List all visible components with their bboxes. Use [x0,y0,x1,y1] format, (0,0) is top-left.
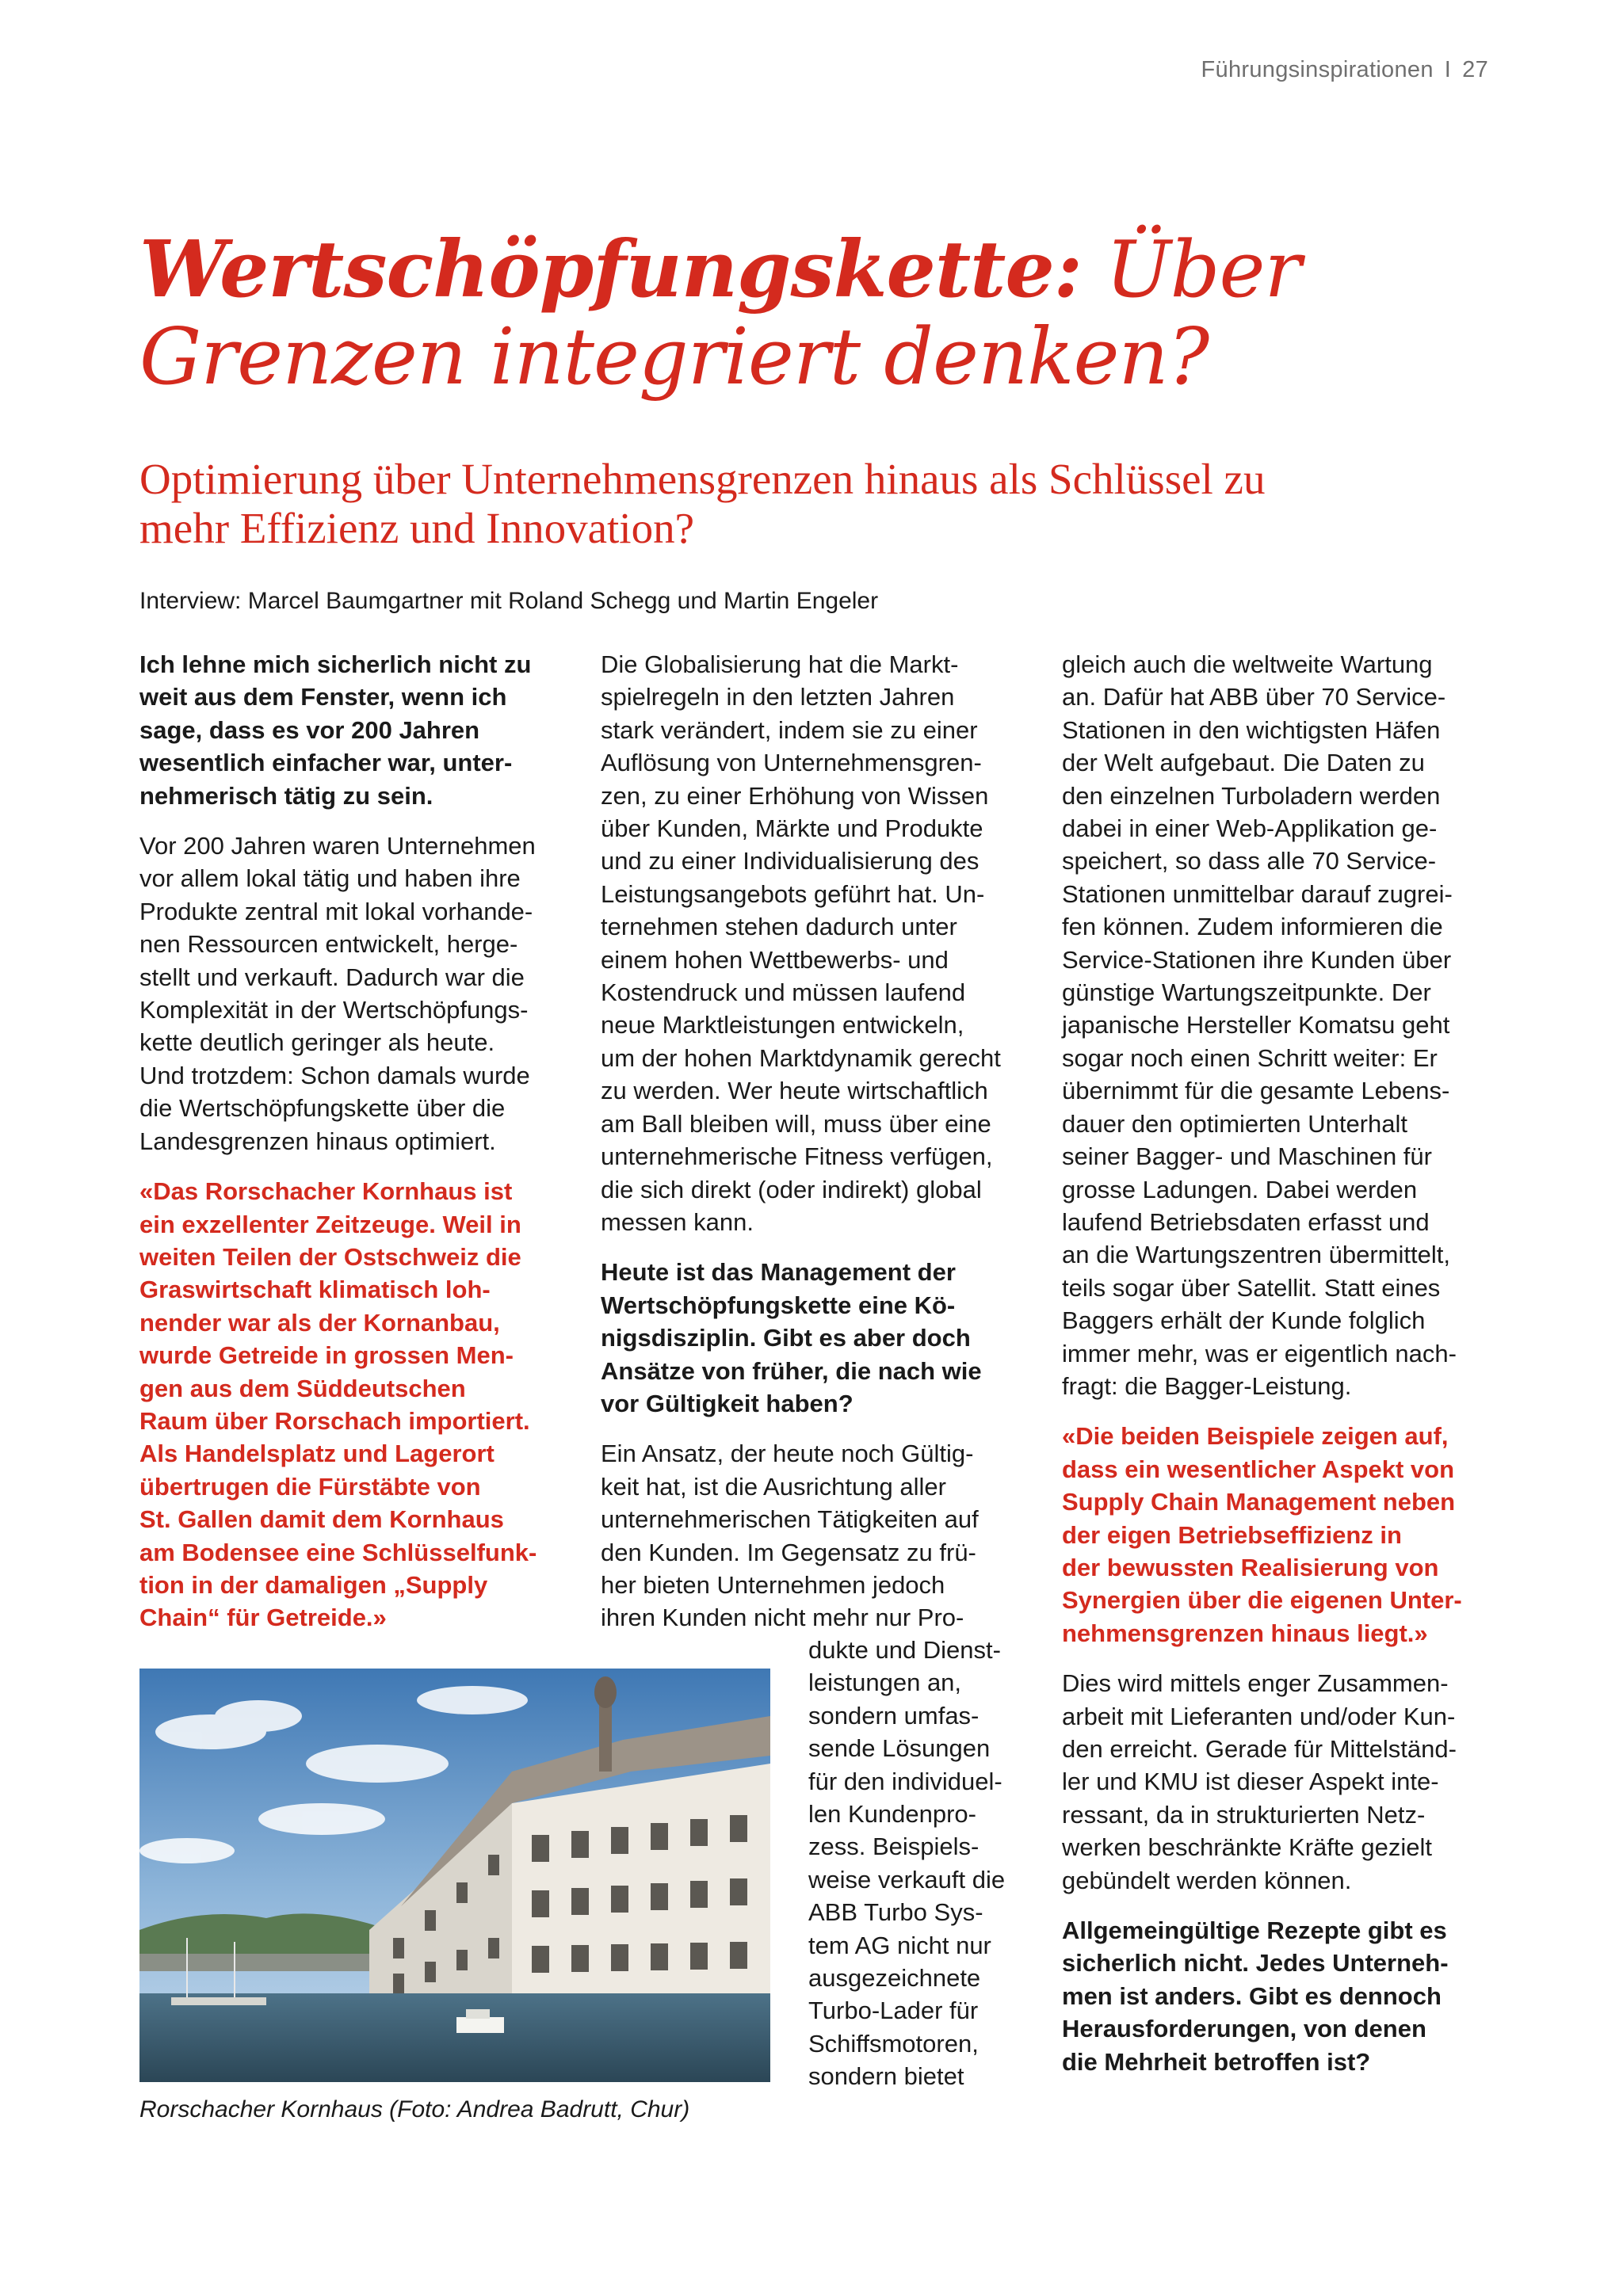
text-line: speichert, so dass alle 70 Service- [1062,847,1437,875]
text-line: Turbo-Lader für [808,1997,979,2025]
text-line: der bewussten Realisierung von [1062,1553,1439,1581]
column-2-wrap [808,1634,1046,2093]
text-line: am Ball bleiben will, muss über eine [601,1109,991,1138]
text-line: zess. Beispiels- [808,1833,980,1861]
text-line: ABB Turbo Sys- [808,1898,983,1927]
answer [139,830,567,1158]
text-line: seiner Bagger- und Maschinen für [1062,1142,1432,1171]
text-line: gebündelt werden können. [1062,1866,1352,1894]
text-line: den erreicht. Gerade für Mittelständ- [1062,1735,1457,1763]
text-line: ternehmen stehen dadurch unter [601,913,957,941]
text-line: tion in der damaligen „Supply [139,1570,488,1599]
subtitle-line: mehr Effizienz und Innovation? [139,504,694,552]
running-header [1201,57,1488,83]
answer [1062,1667,1506,1897]
text-line: nigsdisziplin. Gibt es aber doch [601,1324,971,1352]
text-line: weit aus dem Fenster, wenn ich [139,683,507,711]
text-line: spielregeln in den letzten Jahren [601,683,955,711]
text-line: übernimmt für die gesamte Lebens- [1062,1077,1450,1105]
title-line-2: Grenzen integriert denken? [139,312,1209,402]
page-number: 27 [1462,57,1488,82]
text-line: zen, zu einer Erhöhung von Wissen [601,781,989,810]
text-line: und zu einer Individualisierung des [601,847,980,875]
water [139,1993,770,2082]
text-line: Produkte zentral mit lokal vorhande- [139,897,533,925]
text-line: Und trotzdem: Schon damals wurde [139,1061,530,1089]
text-line: Ansätze von früher, die nach wie [601,1356,982,1385]
text-line: Stationen unmittelbar darauf zugrei- [1062,879,1453,908]
text-line: nen Ressourcen entwickelt, herge- [139,930,518,959]
text-line: sogar noch einen Schritt weiter: Er [1062,1043,1438,1072]
text-line: an. Dafür hat ABB über 70 Service- [1062,683,1446,711]
text-line: St. Gallen damit dem Kornhaus [139,1505,504,1534]
text-line: einem hohen Wettbewerbs- und [601,945,949,974]
text-line: ihren Kunden nicht mehr nur Pro- [601,1604,964,1632]
text-line: Ich lehne mich sicherlich nicht zu [139,650,532,678]
text-line: ler und KMU ist dieser Aspekt inte- [1062,1768,1439,1796]
text-line: nehmensgrenzen hinaus liegt.» [1062,1619,1428,1647]
text-line: men ist anders. Gibt es dennoch [1062,1981,1442,2010]
pull-quote [139,1175,567,1634]
article-subtitle [139,455,1487,553]
title-rest: Über [1106,225,1301,315]
text-line: teils sogar über Satellit. Statt eines [1062,1273,1441,1302]
text-line: gen aus dem Süddeutschen [139,1374,466,1402]
title-line-1 [139,224,1487,315]
text-line: Vor 200 Jahren waren Unternehmen [139,832,536,860]
text-line: ein exzellenter Zeitzeuge. Weil in [139,1210,521,1238]
text-line: grosse Ladungen. Dabei werden [1062,1175,1418,1203]
question [601,1256,1029,1420]
text-line: Allgemeingültige Rezepte gibt es [1062,1917,1447,1945]
text-line: Kostendruck und müssen laufend [601,978,966,1007]
header-separator: I [1444,57,1452,82]
text-line: der eigen Betriebseffizienz in [1062,1520,1402,1549]
text-line: Auflösung von Unternehmensgren- [601,749,982,777]
text-line: dukte und Dienst- [808,1636,1001,1664]
text-line: Synergien über die eigenen Unter- [1062,1586,1462,1615]
text-line: ressant, da in strukturierten Netz- [1062,1800,1426,1829]
text-line: leistungen an, [808,1669,962,1697]
text-line: um der hohen Marktdynamik gerecht [601,1043,1001,1072]
text-line: len Kundenpro- [808,1800,976,1829]
title-bold: Wertschöpfungskette: [139,224,1082,315]
text-line: fen können. Zudem informieren die [1062,913,1443,941]
text-line: für den individuel- [808,1767,1002,1795]
text-line: Landesgrenzen hinaus optimiert. [139,1127,496,1155]
text-line: die Mehrheit betroffen ist? [1062,2047,1371,2076]
text-line: Wertschöpfungskette eine Kö- [601,1291,956,1319]
column-2 [601,648,1029,1634]
byline: Interview: Marcel Baumgartner mit Roland Schegg und Martin Engeler [139,588,879,614]
text-line: wesentlich einfacher war, unter- [139,749,513,777]
text-line: sondern umfas- [808,1701,980,1730]
text-line: stellt und verkauft. Dadurch war die [139,963,525,991]
text-line: die sich direkt (oder indirekt) global [601,1175,982,1203]
text-line: dauer den optimierten Unterhalt [1062,1109,1407,1138]
shore-town [139,1954,393,1971]
text-line: nehmerisch tätig zu sein. [139,781,433,810]
text-line: an die Wartungszentren übermittelt, [1062,1241,1450,1269]
text-line: «Die beiden Beispiele zeigen auf, [1062,1422,1449,1451]
text-line: vor allem lokal tätig und haben ihre [139,864,521,893]
text-line: Graswirtschaft klimatisch loh- [139,1276,491,1304]
text-line: «Das Rorschacher Kornhaus ist [139,1177,513,1206]
text-line: kette deutlich geringer als heute. [139,1028,495,1057]
question [1062,1914,1506,2078]
text-line: tem AG nicht nur [808,1931,991,1959]
text-line: vor Gültigkeit haben? [601,1389,854,1417]
text-line: Komplexität in der Wertschöpfungs- [139,996,529,1024]
text-line: unternehmerische Fitness verfügen, [601,1142,993,1171]
text-line: Heute ist das Management der [601,1258,956,1287]
text-line: nender war als der Kornanbau, [139,1308,500,1337]
text-line: der Welt aufgebaut. Die Daten zu [1062,749,1425,777]
text-line: her bieten Unternehmen jedoch [601,1570,945,1599]
text-line: Stationen in den wichtigsten Häfen [1062,715,1441,744]
text-line: sende Lösungen [808,1734,991,1763]
text-line: Als Handelsplatz und Lagerort [139,1440,495,1468]
text-line: keit hat, ist die Ausrichtung aller [601,1472,946,1501]
question [139,648,567,812]
text-line: sondern bietet [808,2062,964,2091]
text-line: ausgezeichnete [808,1964,981,1993]
text-line: wurde Getreide in grossen Men- [139,1341,514,1370]
column-1 [139,648,567,1634]
text-line: weise verkauft die [808,1865,1006,1894]
text-line: japanische Hersteller Komatsu geht [1062,1011,1450,1039]
text-line: fragt: die Bagger-Leistung. [1062,1371,1352,1400]
answer [601,1437,1029,1634]
text-line: dabei in einer Web-Applikation ge- [1062,814,1438,843]
text-line: Dies wird mittels enger Zusammen- [1062,1669,1449,1698]
photo-caption: Rorschacher Kornhaus (Foto: Andrea Badrutt, Chur) [139,2096,690,2122]
text-line: unternehmerischen Tätigkeiten auf [601,1505,979,1534]
text-line: Schiffsmotoren, [808,2029,979,2058]
answer [1062,648,1506,1402]
text-line: Leistungsangebots geführt hat. Un- [601,879,985,908]
text-line: Herausforderungen, von denen [1062,2015,1426,2043]
text-line: Baggers erhält der Kunde folglich [1062,1306,1426,1335]
text-line: werken beschränkte Kräfte gezielt [1062,1833,1432,1862]
text-line: am Bodensee eine Schlüsselfunk- [139,1538,537,1566]
text-line: weiten Teilen der Ostschweiz die [139,1242,521,1271]
text-line: sage, dass es vor 200 Jahren [139,715,480,744]
section-name: Führungsinspirationen [1201,57,1434,82]
column-3 [1062,648,1506,2078]
text-line: gleich auch die weltweite Wartung [1062,650,1433,678]
text-line: Supply Chain Management neben [1062,1488,1456,1516]
article-title [139,224,1487,402]
text-line: Chain“ für Getreide.» [139,1604,387,1632]
kornhaus-photo [139,1669,770,2082]
text-line: Service-Stationen ihre Kunden über [1062,945,1452,974]
text-line: Die Globalisierung hat die Markt- [601,650,959,678]
text-line: dass ein wesentlicher Aspekt von [1062,1455,1455,1483]
text-line: laufend Betriebsdaten erfasst und [1062,1207,1430,1236]
text-line: über Kunden, Märkte und Produkte [601,814,983,843]
text-line: arbeit mit Lieferanten und/oder Kun- [1062,1702,1456,1730]
text-line: übertrugen die Fürstäbte von [139,1472,481,1501]
text-line: zu werden. Wer heute wirtschaftlich [601,1077,988,1105]
text-line: neue Marktleistungen entwickeln, [601,1011,964,1039]
pull-quote [1062,1420,1506,1650]
text-line: günstige Wartungszeitpunkte. Der [1062,978,1431,1007]
text-line: messen kann. [601,1207,754,1236]
text-line: immer mehr, was er eigentlich nach- [1062,1339,1457,1367]
text-line: die Wertschöpfungskette über die [139,1094,506,1123]
answer [601,648,1029,1238]
text-line: Raum über Rorschach importiert. [139,1406,530,1435]
text-line: den Kunden. Im Gegensatz zu frü- [601,1538,976,1566]
subtitle-line: Optimierung über Unternehmensgrenzen hinaus als Schlüssel zu [139,455,1266,503]
text-line: stark verändert, indem sie zu einer [601,715,978,744]
text-line: den einzelnen Turboladern werden [1062,781,1441,810]
text-line: Ein Ansatz, der heute noch Gültig- [601,1440,974,1468]
text-line: sicherlich nicht. Jedes Unterneh- [1062,1949,1449,1978]
